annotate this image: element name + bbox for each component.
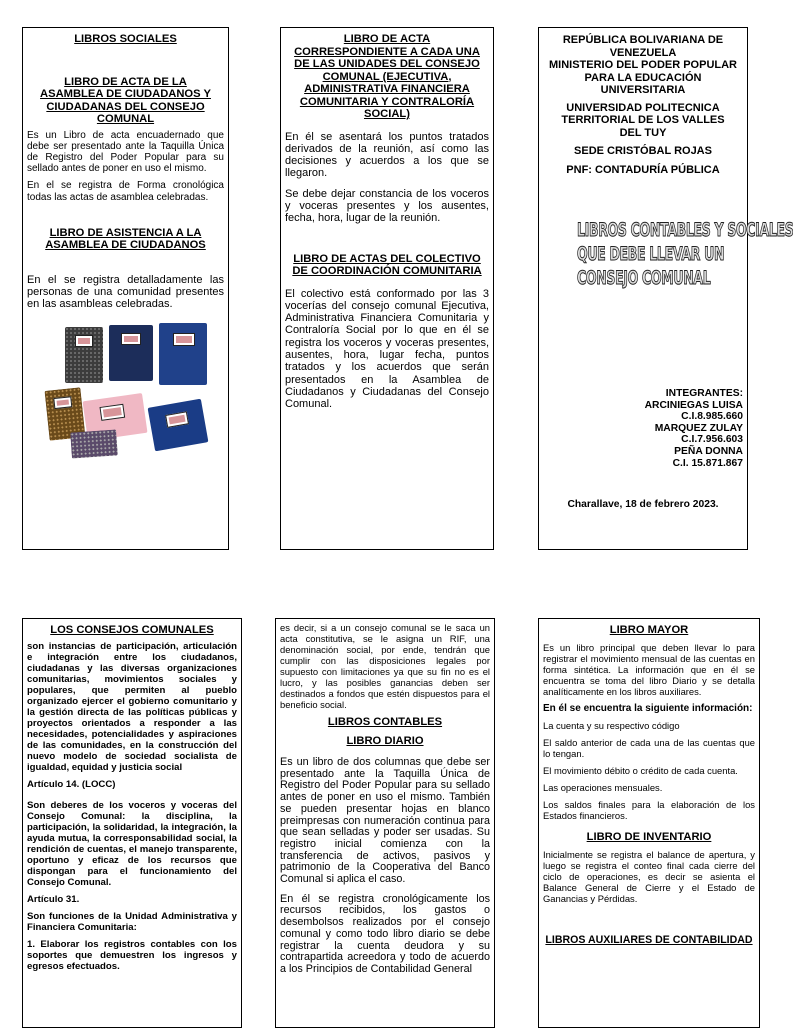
member-name: PEÑA DONNA (674, 445, 743, 457)
panel-libro-mayor (538, 618, 760, 1028)
book-icon (65, 327, 103, 383)
cover-title-line: CONSEJO COMUNAL (577, 267, 711, 289)
panel-consejos-comunales (22, 618, 242, 1028)
book-icon (70, 429, 118, 458)
section-title: LOS CONSEJOS COMUNALES (50, 624, 214, 636)
sede-name: SEDE CRISTÓBAL ROJAS (574, 145, 712, 157)
panel-cover (538, 27, 793, 550)
panel-libro-acta-unidades (280, 27, 494, 550)
institution-header: REPÚBLICA BOLIVARIANA DE VENEZUELA (562, 34, 724, 59)
section-text: En él se encuentra la siguiente información: (543, 702, 753, 714)
book-icon (109, 325, 153, 381)
section-text: Son deberes de los voceros y voceras del Consejo Comunal: la disciplina, la participación, la solidaridad, la integración, la ayuda mutua, la corresponsabilidad social, la rendición de cuentas, el manejo transparente, oportuno y eficaz de los recursos que dispongan para el funcionamiento del Consejo Comunal. (27, 799, 237, 888)
member-id: C.I. 15.871.867 (672, 457, 743, 469)
cover-date: Charallave, 18 de febrero 2023. (567, 499, 719, 511)
panel-libros-sociales (22, 27, 229, 550)
ministry-header: MINISTERIO DEL PODER POPULAR PARA LA EDUCACIÓN UNIVERSITARIA (548, 59, 738, 96)
section-title: LIBRO DE ACTA CORRESPONDIENTE A CADA UNA DE LAS UNIDADES DEL CONSEJO COMUNAL (EJECUTIVA, ADMINISTRATIVA FINANCIERA COMUNITARIA Y CONTRALORÍA SOCIAL) (294, 33, 480, 120)
program-name: PNF: CONTADURÍA PÚBLICA (566, 163, 720, 176)
section-text: El colectivo está conformado por las 3 vocerías del consejo comunal Ejecutiva, Administrativa Financiera Comunitaria y Contraloría Social por lo que en él se registra los voceros y voceras presentes, ausentes, hora, lugar fecha, puntos tratados y los acuerdos que serán presentados en la Asamblea de Ciudadanos y Ciudadanas del Consejo Comunal. (285, 287, 489, 411)
panel-heading: LIBROS SOCIALES (74, 33, 177, 45)
list-item: Las operaciones mensuales. (543, 781, 663, 793)
section-title: LIBRO DE INVENTARIO (586, 830, 712, 843)
cover-title-line: QUE DEBE LLEVAR UN (577, 243, 725, 265)
member-name: MARQUEZ ZULAY (654, 422, 743, 434)
section-text: Es un libro principal que deben llevar lo para registrar el movimiento mensual de las cuentas en forma sintética. La información que en él se encuentra se toma del libro Diario y se detalla analíticamente en los libros auxiliares. (543, 641, 755, 697)
section-text: Es un Libro de acta encuadernado que debe ser presentado ante la Taquilla Única de Registro del Poder Popular para su sellado antes de poner en uso el mismo. (27, 129, 224, 175)
section-text: 1. Elaborar los registros contables con los soportes que demuestren los ingresos y egresos efectuados. (27, 938, 237, 972)
section-text: En él se registra cronológicamente los recursos recibidos, los gastos o desembolsos realizados por el consejo comunal y como todo libro diario se debe registrar la cuenta deudora y su contrapartida acreedora y todo de acuerdo a los Principios de Contabilidad General (280, 892, 490, 975)
section-text: es decir, si a un consejo comunal se le saca un acta constitutiva, se le asigna un RIF, una denominación social, por ende, tendrán que cumplir con las disposiciones legales por supuesto con limitaciones ya que su fin no es el lucro, y las posibles ganancias deben ser destinados a fondos que estén dispuestos para el beneficio social. (280, 622, 490, 710)
section-title: LIBRO MAYOR (609, 624, 689, 636)
section-text: En el se registra de Forma cronológica todas las actas de asamblea celebradas. (27, 180, 224, 203)
section-title: LIBROS AUXILIARES DE CONTABILIDAD (545, 934, 753, 946)
cover-title-line: LIBROS CONTABLES Y SOCIALES (577, 219, 793, 241)
list-item: El movimiento débito o crédito de cada cuenta. (543, 764, 738, 776)
section-text: En él se asentará los puntos tratados derivados de la reunión, así como las decisiones y acuerdos a los que se llegaron. (285, 130, 489, 180)
members-list (543, 388, 743, 469)
section-title: LIBRO DE ACTAS DEL COLECTIVO DE COORDINACIÓN COMUNITARIA (292, 252, 482, 278)
member-id: C.I.8.985.660 (681, 411, 743, 423)
cover-title (543, 218, 793, 290)
section-title: LIBRO DE ASISTENCIA A LA ASAMBLEA DE CIUDADANOS (45, 226, 206, 252)
section-title: LIBRO DE ACTA DE LA ASAMBLEA DE CIUDADANOS Y CIUDADANAS DEL CONSEJO COMUNAL (40, 75, 211, 125)
article-reference: Artículo 14. (LOCC) (27, 778, 116, 790)
section-text: son instancias de participación, articulación e integración entre los ciudadanos, ciudadanas y las diversas organizaciones comunitarias, movimientos sociales y populares, que permiten al pueblo organizado ejercer el gobierno comunitario y la gestión directa de las políticas públicas y proyectos orientados a responder a las necesidades, potencialidades y aspiraciones de las comunidades, en la construcción del nuevo modelo de sociedad socialista de igualdad, equidad y justicia social (27, 640, 237, 773)
section-text: Se debe dejar constancia de los voceros y voceras presentes y los ausentes, fecha, hora, lugar de la reunión. (285, 187, 489, 225)
section-title: LIBROS CONTABLES (327, 716, 443, 728)
members-heading: INTEGRANTES: (665, 388, 743, 399)
book-icon (159, 323, 207, 385)
section-text: Es un libro de dos columnas que debe ser presentado ante la Taquilla Única de Registro del Poder Popular para su sellado antes de poner en uso el mismo. También se pueden presentar hojas en blanco preimpresas con numeración continua para que sean selladas y poder ser usadas. Su registro inicial comienza con la transferencia de activos, pasivos y patrimonio de la Cooperativa del Banco Comunal si aplica el caso. (280, 756, 490, 886)
university-name: UNIVERSIDAD POLITECNICA TERRITORIAL DE LOS VALLES DEL TUY (561, 101, 725, 139)
subsection-title: LIBRO DIARIO (346, 734, 424, 747)
list-item: La cuenta y su respectivo código (543, 719, 680, 731)
list-item: Los saldos finales para la elaboración de los Estados financieros. (543, 798, 755, 821)
member-name: ARCINIEGAS LUISA (644, 399, 743, 411)
section-text: En el se registra detalladamente las personas de una comunidad presentes en las asambleas celebradas. (27, 273, 224, 311)
section-text: Son funciones de la Unidad Administrativa y Financiera Comunitaria: (27, 910, 237, 933)
member-id: C.I.7.956.603 (681, 434, 743, 446)
list-item: El saldo anterior de cada una de las cuentas que lo tengan. (543, 736, 755, 759)
books-image (41, 321, 211, 461)
panel-libros-contables (275, 618, 495, 1028)
book-icon (147, 398, 208, 451)
section-text: Inicialmente se registra el balance de apertura, y luego se registra el conteo final cada cierre del ciclo de operaciones, es decir se asienta el Balance General de Cierre y el Estado de Ganancias y Pérdidas. (543, 849, 755, 904)
article-reference: Artículo 31. (27, 893, 80, 905)
